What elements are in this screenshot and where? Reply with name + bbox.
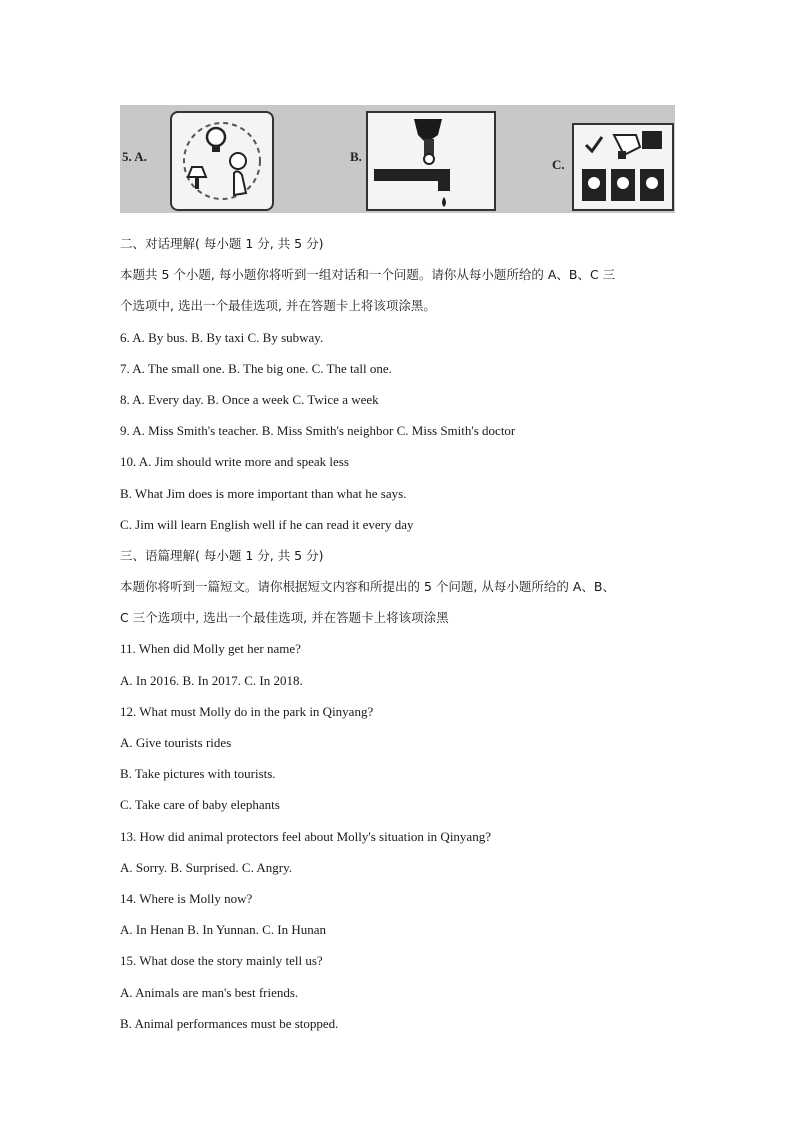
section-instructions: C 三个选项中, 选出一个最佳选项, 并在答题卡上将该项涂黑	[120, 610, 449, 626]
question-12-option-c: C. Take care of baby elephants	[120, 797, 280, 813]
question-10-option-c: C. Jim will learn English well if he can read it every day	[120, 516, 414, 532]
section-heading-dialogue: 二、对话理解( 每小题 1 分, 共 5 分)	[120, 236, 324, 251]
question-12-option-b: B. Take pictures with tourists.	[120, 766, 276, 782]
section-instructions: 本题你将听到一篇短文。请你根据短文内容和所提出的 5 个问题, 从每小题所给的 A、B、	[120, 579, 615, 595]
recycle-bins-icon	[574, 125, 672, 209]
option-b-label: B.	[350, 149, 362, 164]
question-14-options: A. In Henan B. In Yunnan. C. In Hunan	[120, 922, 327, 938]
question-11-options: A. In 2016. B. In 2017. C. In 2018.	[120, 672, 303, 688]
question-12-option-a: A. Give tourists rides	[120, 735, 232, 750]
question-15: 15. What dose the story mainly tell us?	[120, 953, 323, 969]
question-text-body	[120, 228, 680, 1039]
question-15-option-b: B. Animal performances must be stopped.	[120, 1015, 339, 1031]
question-11: 11. When did Molly get her name?	[120, 641, 301, 657]
section-instructions: 本题共 5 个小题, 每小题你将听到一组对话和一个问题。请你从每小题所给的 A、B、C 三	[120, 267, 616, 283]
option-a-label: 5. A.	[122, 149, 147, 164]
question-10: 10. A. Jim should write more and speak less	[120, 454, 349, 470]
question-13-options: A. Sorry. B. Surprised. C. Angry.	[120, 859, 293, 875]
question-15-option-a: A. Animals are man's best friends.	[120, 984, 299, 1000]
question-12: 12. What must Molly do in the park in Qinyang?	[120, 703, 374, 719]
faucet-hand-icon	[368, 113, 494, 209]
option-b-picture	[366, 111, 496, 211]
question-10-option-b: B. What Jim does is more important than what he says.	[120, 485, 407, 501]
section-heading-passage: 三、语篇理解( 每小题 1 分, 共 5 分)	[120, 547, 324, 563]
question-9: 9. A. Miss Smith's teacher. B. Miss Smith's neighbor C. Miss Smith's doctor	[120, 423, 516, 439]
question-13: 13. How did animal protectors feel about Molly's situation in Qinyang?	[120, 828, 491, 844]
question-5-picture-strip	[120, 105, 675, 213]
option-c-label: C.	[552, 157, 565, 172]
section-instructions: 个选项中, 选出一个最佳选项, 并在答题卡上将该项涂黑。	[120, 298, 436, 314]
lightbulb-lamp-icon	[172, 113, 272, 209]
question-14: 14. Where is Molly now?	[120, 890, 253, 906]
question-6: 6. A. By bus. B. By taxi C. By subway.	[120, 329, 324, 345]
question-7: 7. A. The small one. B. The big one. C. The tall one.	[120, 360, 392, 376]
option-c-picture	[572, 123, 674, 211]
question-8: 8. A. Every day. B. Once a week C. Twice a week	[120, 391, 379, 407]
option-a-picture	[170, 111, 274, 211]
